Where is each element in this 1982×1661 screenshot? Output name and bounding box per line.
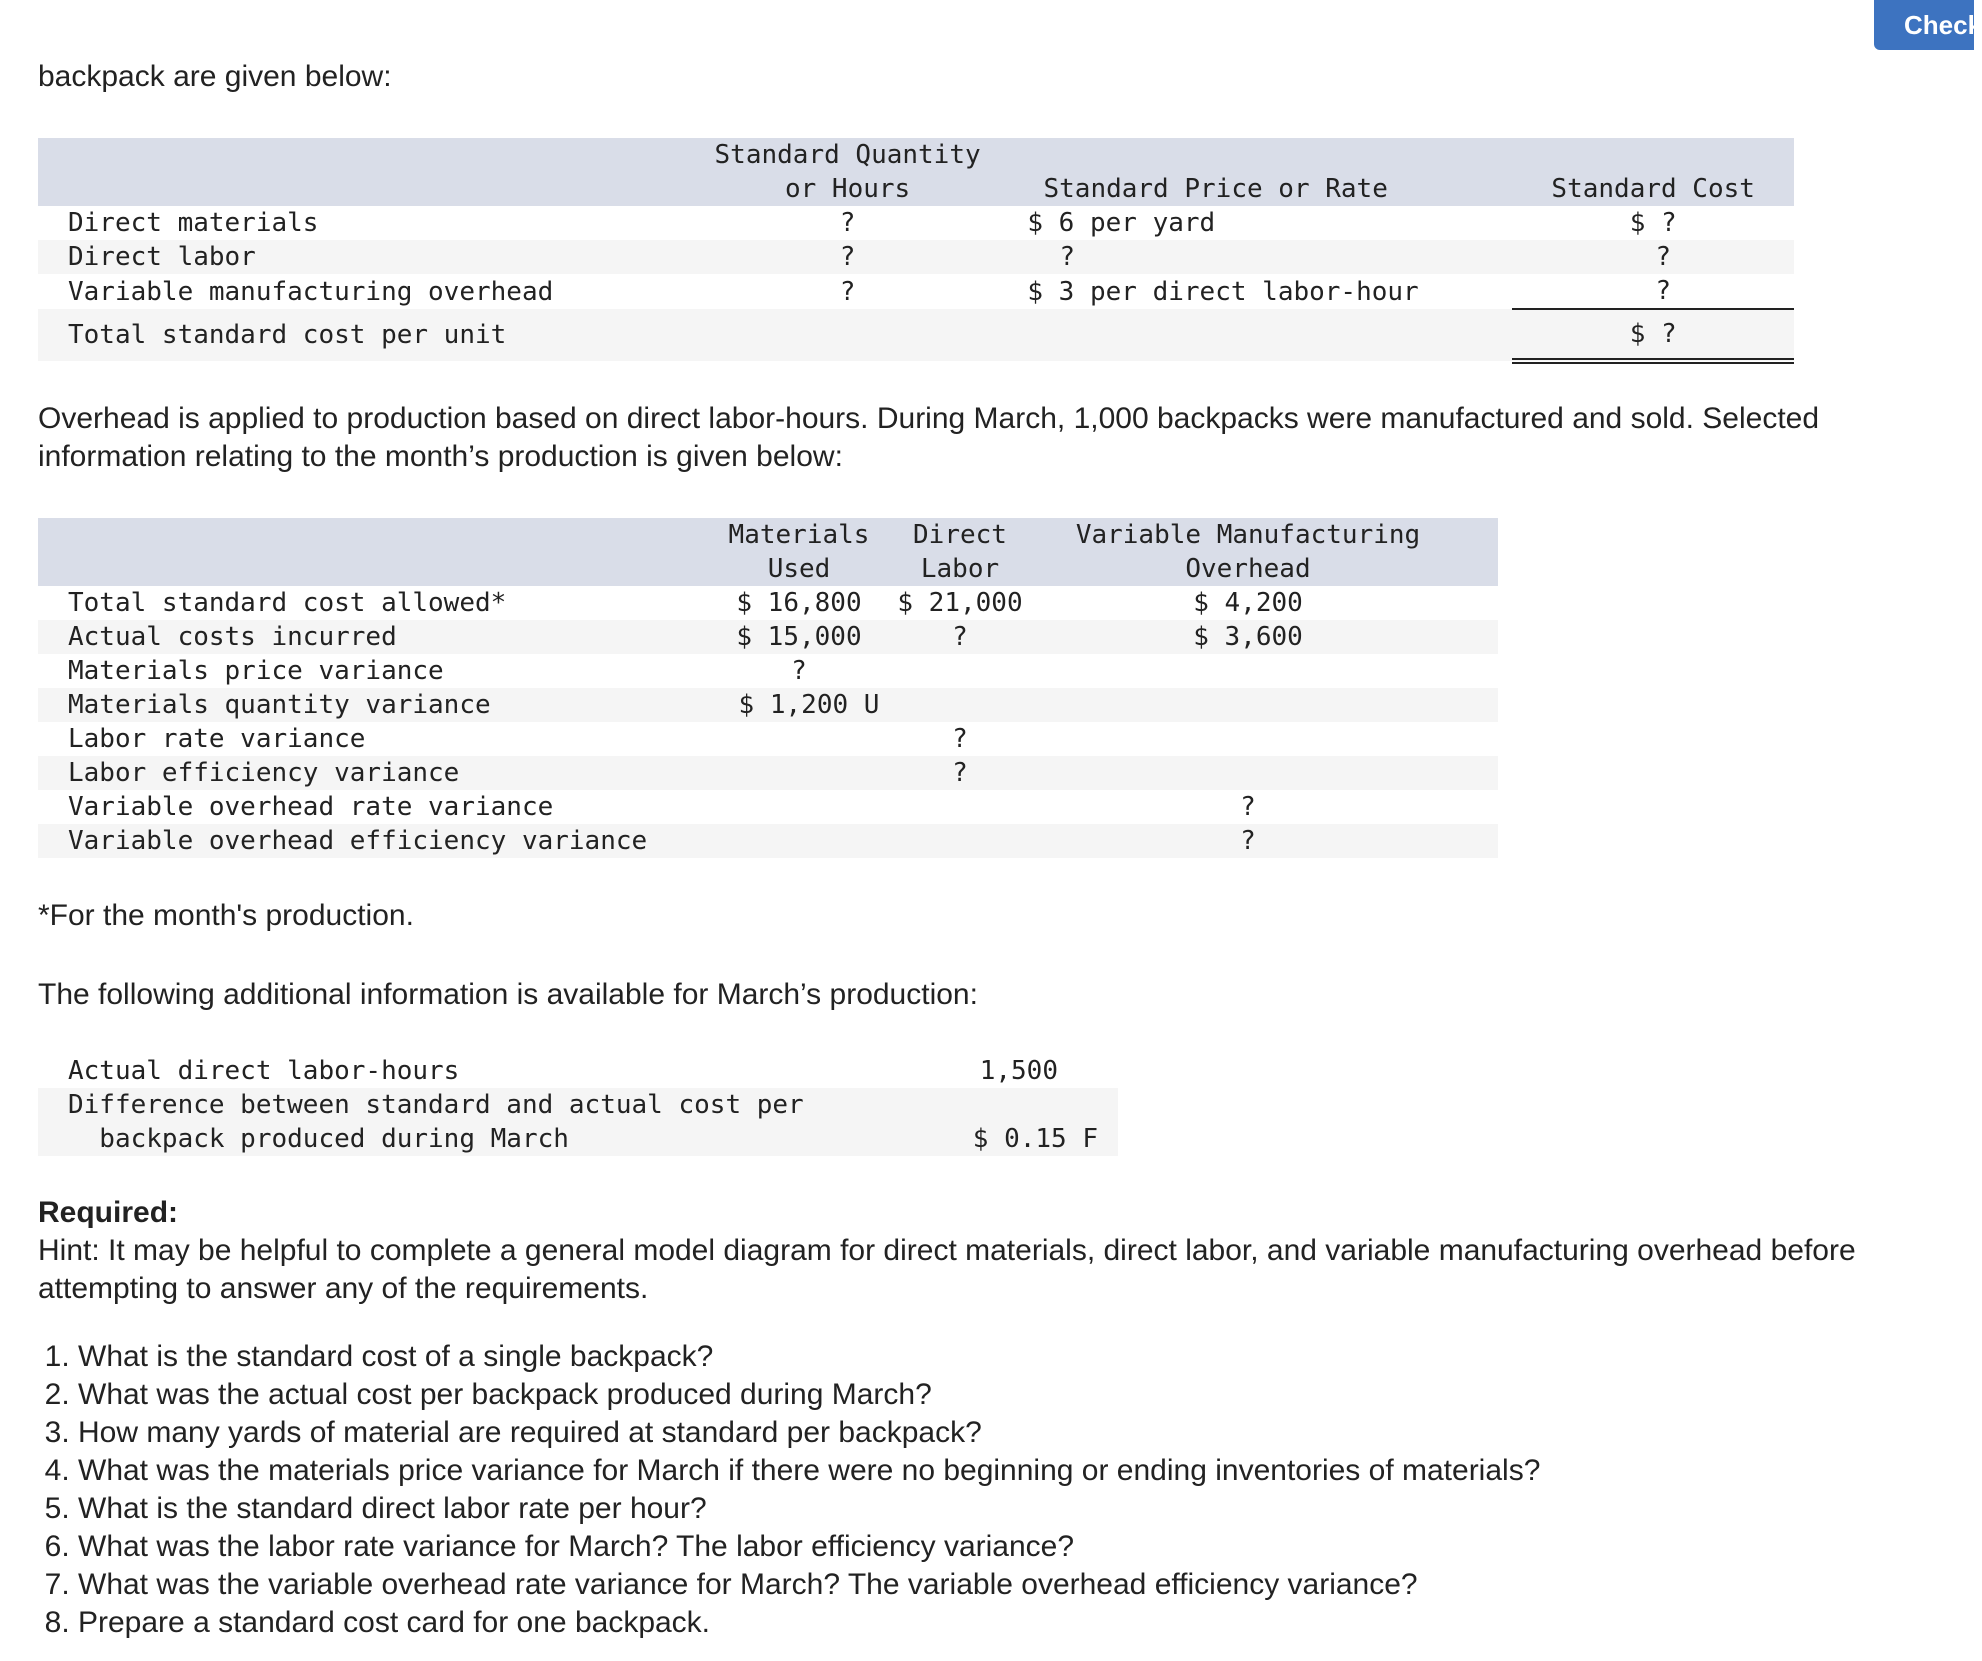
- table-row: [38, 620, 1498, 654]
- labor-cell: ?: [952, 622, 968, 652]
- overhead-paragraph: Overhead is applied to production based on direct labor-hours. During March, 1,000 backpacks were manufactured and sold. Selected information relating to the month’s production is given below:: [38, 402, 1820, 473]
- table-row: [38, 274, 1794, 309]
- row-label: Labor efficiency variance: [68, 758, 460, 788]
- table-row: [38, 1054, 1118, 1088]
- materials-cell: [718, 722, 880, 756]
- labor-cell: [880, 824, 1040, 858]
- header-standard-quantity: Standard Quantity or Hours: [714, 140, 981, 204]
- cost-cell: $ ?: [1629, 208, 1677, 238]
- standard-cost-header-row: [38, 138, 1794, 206]
- cost-difference-value: $ 0.15 F: [972, 1124, 1098, 1154]
- overhead-cell: ?: [1240, 826, 1256, 856]
- row-label: Difference between standard and actual cost per: [68, 1090, 804, 1120]
- row-label: Materials price variance: [68, 656, 444, 686]
- total-row: [38, 309, 1794, 361]
- row-label: Labor rate variance: [68, 724, 366, 754]
- list-item: 5. What is the standard direct labor rate per hour?: [78, 1490, 1878, 1528]
- table-row: [38, 586, 1498, 620]
- row-label: Actual direct labor-hours: [68, 1056, 460, 1086]
- overhead-cell: ?: [1240, 792, 1256, 822]
- row-label: Materials quantity variance: [68, 690, 491, 720]
- materials-cell: [718, 790, 880, 824]
- materials-cell: [718, 756, 880, 790]
- labor-cell: ?: [952, 758, 968, 788]
- production-header-row: [38, 518, 1498, 586]
- overhead-cell: [1068, 654, 1428, 688]
- intro-text: backpack are given below:: [38, 60, 392, 93]
- cost-cell: ?: [1655, 242, 1671, 272]
- list-item: 8. Prepare a standard cost card for one backpack.: [78, 1604, 1878, 1642]
- quantity-cell: ?: [839, 242, 856, 272]
- row-label: Total standard cost allowed*: [68, 588, 507, 618]
- list-item: 3. How many yards of material are required at standard per backpack?: [78, 1414, 1878, 1452]
- row-label: Actual costs incurred: [68, 622, 397, 652]
- questions-list: [38, 1338, 1878, 1642]
- labor-cell: [880, 688, 1040, 722]
- materials-cell: [718, 824, 880, 858]
- total-cost-cell: $ ?: [1512, 309, 1794, 361]
- overhead-cell: $ 4,200: [1193, 588, 1303, 618]
- labor-cell: [880, 790, 1040, 824]
- standard-cost-table: [38, 138, 1794, 364]
- table-row: [38, 1122, 1118, 1156]
- table-row: [38, 240, 1794, 274]
- table-row: [38, 1088, 1118, 1122]
- table-row: [38, 756, 1498, 790]
- materials-cell: ?: [791, 656, 807, 686]
- row-label: Direct materials: [68, 208, 319, 238]
- required-title: Required:: [38, 1196, 179, 1229]
- labor-cell: $ 21,000: [897, 588, 1023, 618]
- overhead-cell: [1068, 722, 1428, 756]
- total-label: Total standard cost per unit: [68, 320, 507, 350]
- labor-hours-value: 1,500: [979, 1056, 1058, 1086]
- price-cell: $ 3 per direct labor-hour: [1027, 276, 1419, 307]
- additional-info-table: [38, 1054, 1118, 1156]
- table-row: [38, 688, 1498, 722]
- row-label: Variable manufacturing overhead: [68, 276, 554, 307]
- list-item: 6. What was the labor rate variance for March? The labor efficiency variance?: [78, 1528, 1878, 1566]
- cost-cell: ?: [1512, 274, 1794, 309]
- labor-cell: ?: [952, 724, 968, 754]
- overhead-cell: [1068, 688, 1428, 722]
- price-cell: $ 6 per yard: [1027, 208, 1216, 238]
- list-item: 7. What was the variable overhead rate variance for March? The variable overhead efficiency variance?: [78, 1566, 1878, 1604]
- quantity-cell: ?: [839, 208, 856, 238]
- list-item: 2. What was the actual cost per backpack produced during March?: [78, 1376, 1878, 1414]
- overhead-cell: $ 3,600: [1193, 622, 1303, 652]
- check-button[interactable]: Check: [1874, 0, 1974, 50]
- materials-cell: $ 16,800: [736, 588, 862, 618]
- row-label-continued: backpack produced during March: [68, 1124, 569, 1154]
- header-direct-labor: Direct Labor: [913, 520, 1007, 584]
- header-standard-cost: Standard Cost: [1551, 174, 1755, 204]
- row-label: Variable overhead efficiency variance: [68, 826, 648, 856]
- additional-intro: The following additional information is available for March’s production:: [38, 978, 978, 1011]
- table-row: [38, 790, 1498, 824]
- materials-cell: $ 15,000: [736, 622, 862, 652]
- list-item: 1. What is the standard cost of a single backpack?: [78, 1338, 1878, 1376]
- header-standard-price: Standard Price or Rate: [1043, 174, 1388, 204]
- materials-cell: $ 1,200 U: [738, 690, 880, 720]
- table-row: [38, 824, 1498, 858]
- table-row: [38, 722, 1498, 756]
- quantity-cell: ?: [839, 276, 856, 307]
- labor-cell: [880, 654, 1040, 688]
- header-materials-used: Materials Used: [728, 520, 870, 584]
- price-cell: ?: [1059, 242, 1076, 272]
- row-label: Direct labor: [68, 242, 256, 272]
- overhead-cell: [1068, 756, 1428, 790]
- table-row: [38, 654, 1498, 688]
- footnote: *For the month's production.: [38, 899, 414, 932]
- production-table: [38, 518, 1498, 858]
- hint-text: Hint: It may be helpful to complete a general model diagram for direct materials, direct labor, and variable manufacturing overhead before attempting to answer any of the requirements.: [38, 1234, 1856, 1305]
- list-item: 4. What was the materials price variance for March if there were no beginning or ending inventories of materials?: [78, 1452, 1878, 1490]
- header-variable-overhead: Variable Manufacturing Overhead: [1075, 520, 1421, 584]
- table-row: [38, 206, 1794, 240]
- row-label: Variable overhead rate variance: [68, 792, 554, 822]
